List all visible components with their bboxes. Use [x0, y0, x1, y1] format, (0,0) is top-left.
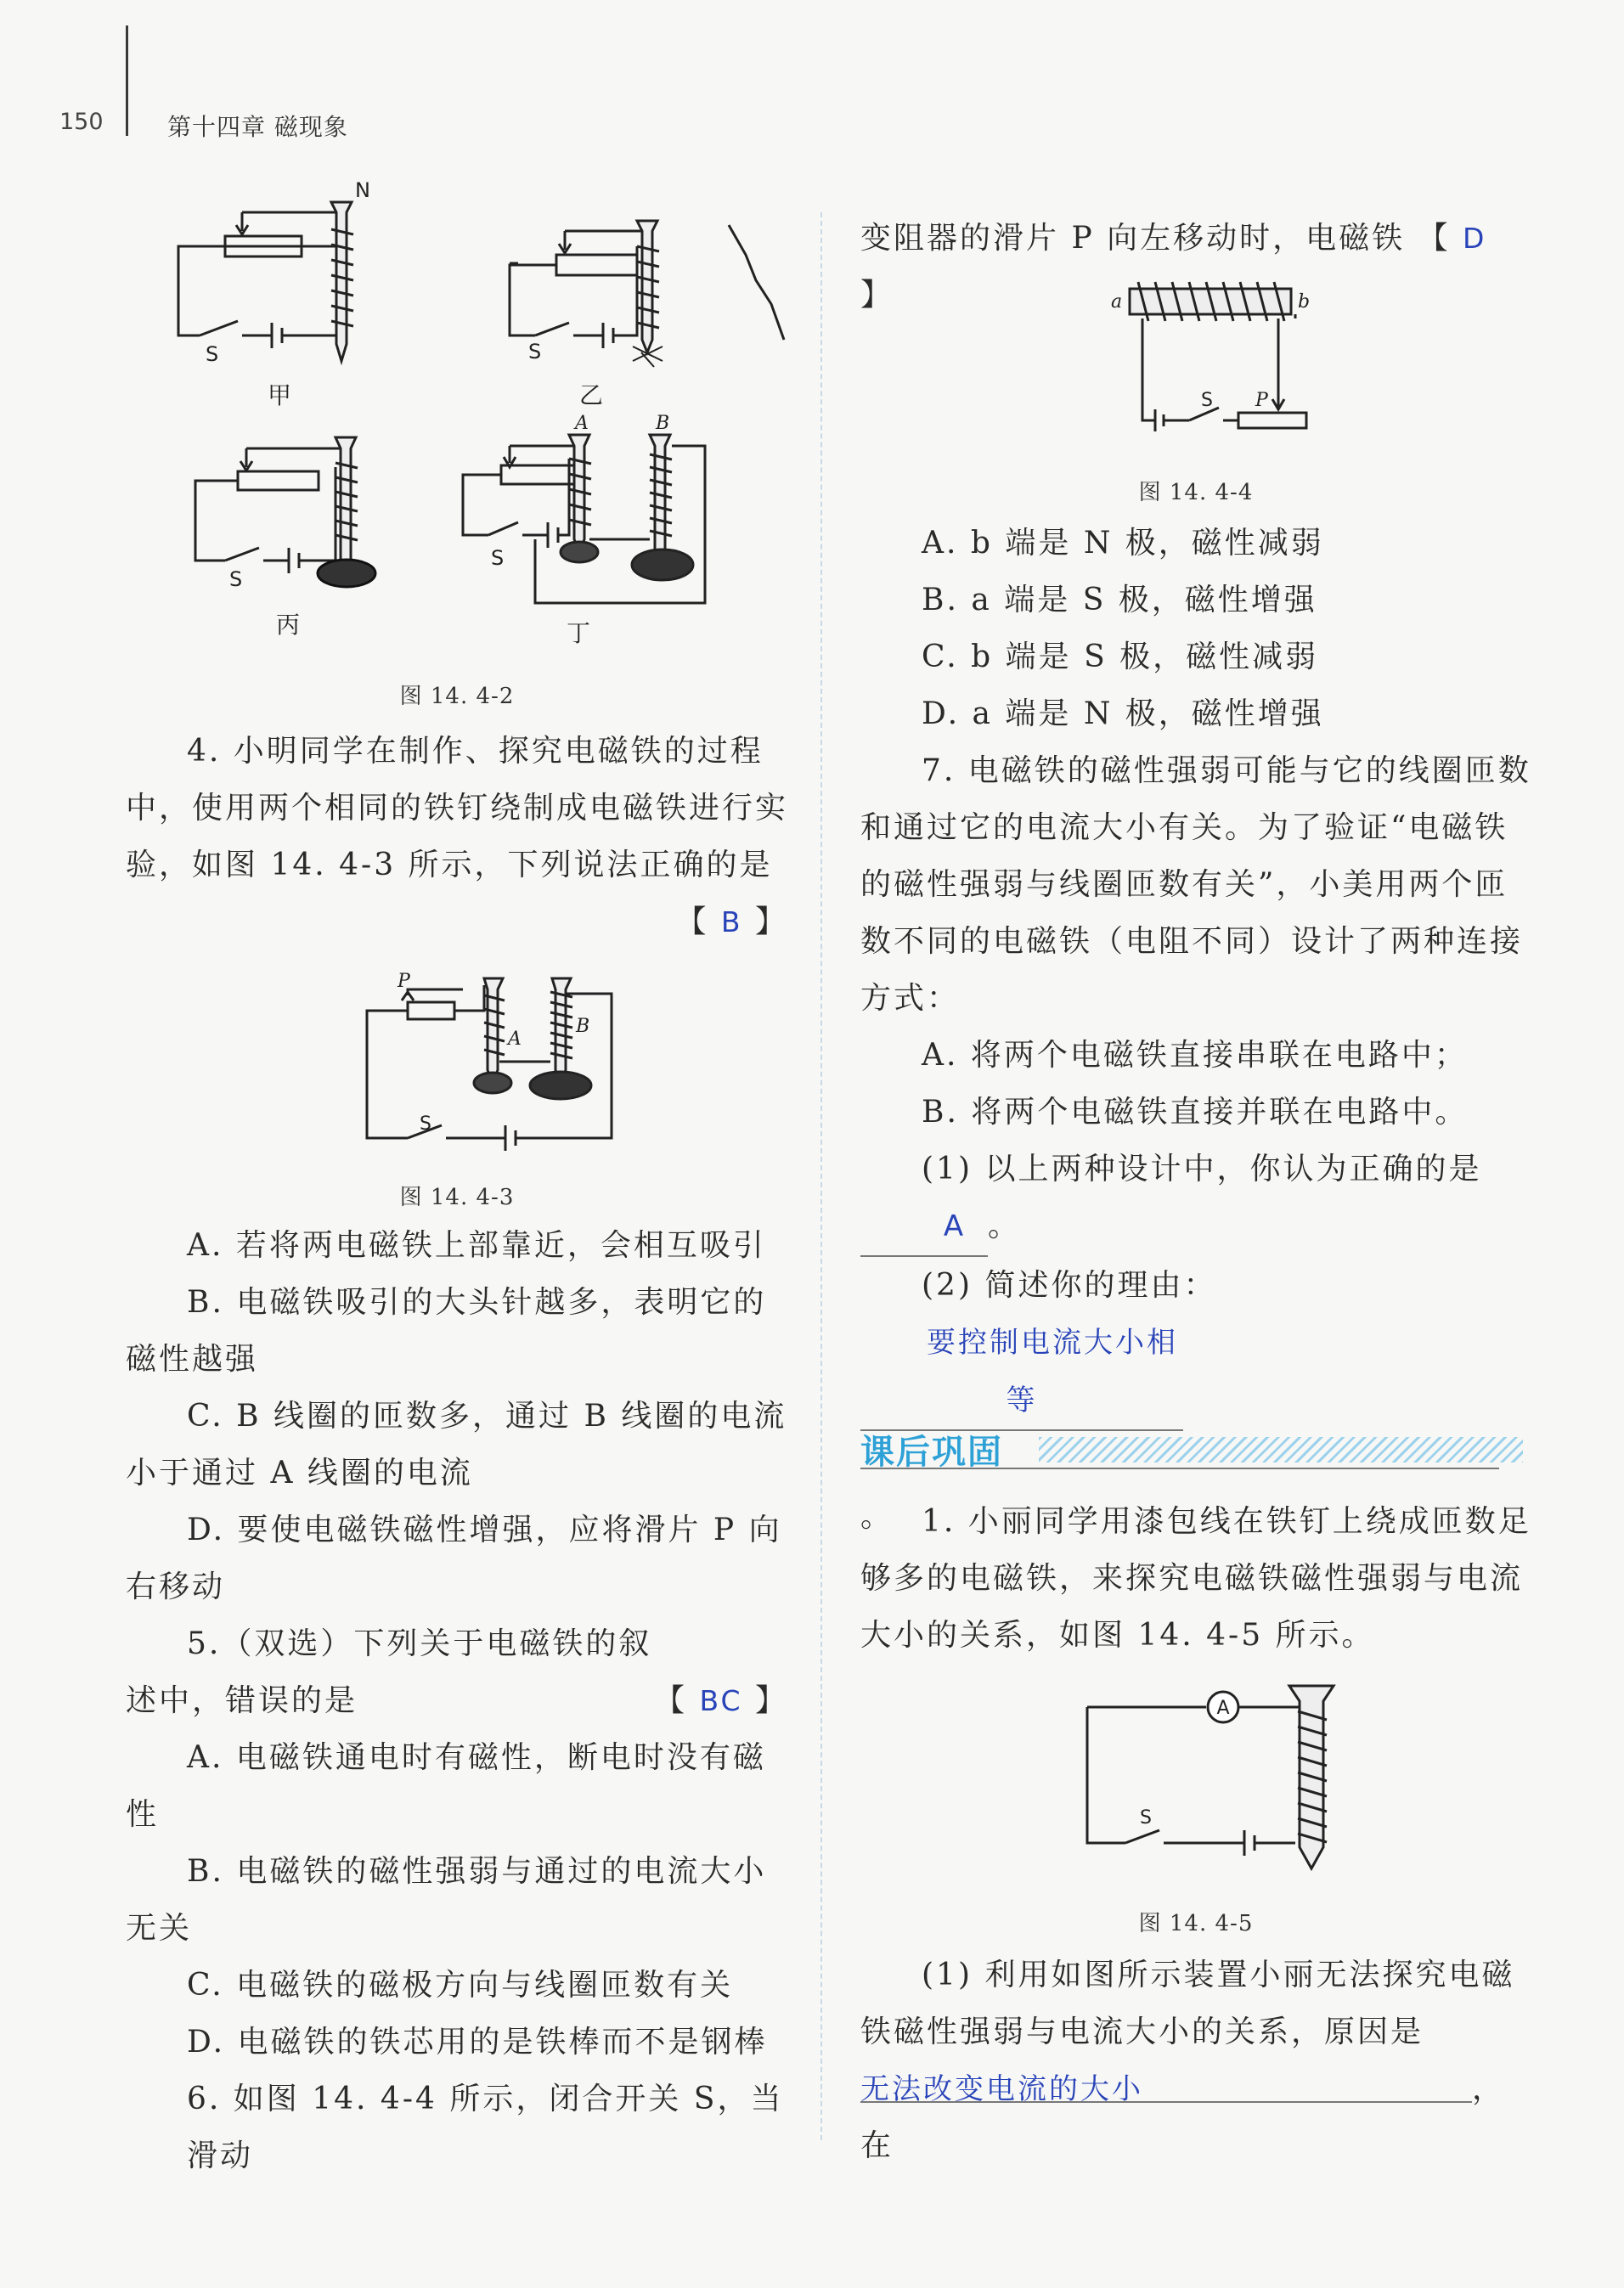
q6-answer: D — [1463, 222, 1487, 255]
q5-option-c: C. 电磁铁的磁极方向与线圈匝数有关 — [187, 1968, 734, 2003]
header-rule — [126, 25, 128, 136]
q7-sub1-period: 。 — [988, 1209, 1022, 1243]
fig5-ammeter-label: A — [1216, 1698, 1230, 1719]
q7-sub2-blank[interactable] — [860, 1314, 1183, 1431]
figure-14-4-4 — [1104, 272, 1334, 450]
q5-option-b: B. 电磁铁的磁性强弱与通过的电流大小无关 — [126, 1854, 767, 1946]
fig4-label-P: P — [1255, 390, 1268, 411]
q6-option-d: D. a 端是 N 极，磁性增强 — [922, 696, 1324, 731]
chapter-title: 第十四章 磁现象 — [167, 113, 348, 141]
q5-option-d: D. 电磁铁的铁芯用的是铁棒而不是钢棒 — [187, 2025, 768, 2060]
figure-14-4-3 — [357, 968, 629, 1155]
label-A-ding: A — [575, 413, 589, 434]
question-5 — [126, 1615, 788, 2184]
figure-14-4-2 — [161, 178, 807, 671]
q4-option-b: B. 电磁铁吸引的大头针越多，表明它的磁性越强 — [126, 1285, 767, 1377]
q7-sub2-text: (2) 简述你的理由： — [922, 1268, 1217, 1303]
fig5-label-S: S — [1140, 1807, 1152, 1829]
q5-answer: BC — [699, 1684, 743, 1717]
figure-14-4-5 — [1079, 1677, 1376, 1881]
section-title: 课后巩固 — [860, 1433, 1003, 1472]
label-S-bing: S — [229, 567, 243, 591]
fig3-label-B: B — [576, 1016, 590, 1037]
fig3-label-P: P — [398, 971, 410, 992]
q4-stem: 4. 小明同学在制作、探究电磁铁的过程中，使用两个相同的铁钉绕制成电磁铁进行实验，如图 14. 4-3 所示，下列说法正确的是 — [126, 734, 789, 882]
q4-answer: B — [720, 905, 743, 938]
fig4-label-a: a — [1111, 291, 1123, 313]
caption-14-4-4: 图 14. 4-4 — [1138, 480, 1254, 505]
label-ding: 丁 — [567, 619, 591, 647]
hw1-sub1-answer: 无法改变电流的大小 — [860, 2072, 1143, 2106]
q4-options — [126, 1217, 788, 1615]
q6-option-a: A. b 端是 N 极，磁性减弱 — [922, 526, 1324, 561]
q6-options — [860, 515, 1531, 742]
label-N: N — [355, 178, 370, 202]
q6-stem-part2: 变阻器的滑片 P 向左移动时，电磁铁 【 D 】 — [860, 221, 1487, 313]
q4-option-d: D. 要使电磁铁磁性增强，应将滑片 P 向右移动 — [126, 1513, 782, 1604]
q5-answer-bracket: 【 BC 】 — [653, 1683, 788, 1718]
section-header — [860, 1425, 1523, 1471]
homework-1 — [860, 1493, 1531, 1664]
fig4-label-S: S — [1201, 390, 1213, 411]
q5-stem: 5.（双选）下列关于电磁铁的叙述中，错误的是 — [126, 1626, 652, 1718]
circuit-bing — [195, 437, 375, 587]
q6-stem-text: 变阻器的滑片 P 向左移动时，电磁铁 — [860, 221, 1406, 256]
section-hatch — [1039, 1437, 1523, 1462]
column-divider — [820, 212, 822, 2140]
q4-option-a: A. 若将两电磁铁上部靠近，会相互吸引 — [187, 1228, 766, 1263]
caption-14-4-2: 图 14. 4-2 — [399, 684, 515, 709]
q4-answer-bracket: 【 B 】 — [675, 904, 788, 939]
hw1-sub1-line — [860, 2060, 1531, 2174]
q7-sub2-answer: 要控制电流大小相等 — [927, 1326, 1178, 1417]
fig4-label-b: b — [1298, 291, 1311, 313]
hw1-stem: 1. 小丽同学用漆包线在铁钉上绕成匝数足够多的电磁铁，来探究电磁铁磁性强弱与电流大小的关系，如图 14. 4-5 所示。 — [860, 1504, 1531, 1653]
label-bing: 丙 — [276, 611, 301, 639]
label-S-jia: S — [206, 342, 219, 366]
q7-design-b: B. 将两个电磁铁直接并联在电路中。 — [922, 1095, 1469, 1130]
hw1-sub1-text: (1) 利用如图所示装置小丽无法探究电磁铁磁性强弱与电流大小的关系，原因是 — [860, 1958, 1515, 2049]
hw1-sub1-tail: ，在 — [860, 2071, 1506, 2163]
circuit-jia — [178, 202, 353, 361]
q7-sub2-period: 。 — [860, 1499, 894, 1534]
q7-sub1-answer: A — [943, 1209, 967, 1243]
label-S-yi: S — [528, 340, 542, 363]
label-B-ding: B — [656, 413, 670, 434]
q6-option-b: B. a 端是 S 极，磁性增强 — [922, 583, 1317, 617]
caption-14-4-3: 图 14. 4-3 — [399, 1185, 515, 1210]
q7-design-a: A. 将两个电磁铁直接串联在电路中； — [922, 1038, 1468, 1073]
q7-stem: 7. 电磁铁的磁性强弱可能与它的线圈匝数和通过它的电流大小有关。为了验证“电磁铁的磁性强弱与线圈匝数有关”，小美用两个匝数不同的电磁铁（电阻不同）设计了两种连接方式： — [860, 753, 1531, 1016]
q5-option-a: A. 电磁铁通电时有磁性，断电时没有磁性 — [126, 1740, 766, 1832]
caption-14-4-5: 图 14. 4-5 — [1138, 1911, 1254, 1936]
q6-stem-part1: 6. 如图 14. 4-4 所示，闭合开关 S，当滑动 — [187, 2082, 784, 2173]
label-jia: 甲 — [268, 381, 292, 409]
label-S-ding: S — [491, 546, 505, 570]
q7-sub1-text: (1) 以上两种设计中，你认为正确的是 — [922, 1152, 1482, 1186]
stray-mark — [729, 225, 784, 340]
q6-option-c: C. b 端是 S 极，磁性减弱 — [922, 640, 1319, 674]
q4-option-c: C. B 线圈的匝数多，通过 B 线圈的电流小于通过 A 线圈的电流 — [126, 1399, 787, 1491]
fig3-label-A: A — [508, 1028, 522, 1050]
page-number: 150 — [59, 109, 104, 135]
label-yi: 乙 — [579, 381, 604, 409]
hw1-sub1-blank[interactable] — [860, 2060, 1472, 2106]
question-4 — [126, 723, 788, 950]
circuit-ding — [463, 435, 705, 603]
q7-sub1-blank[interactable] — [860, 1198, 988, 1257]
fig3-label-S: S — [420, 1113, 431, 1135]
q7-sub1 — [860, 1141, 1531, 1257]
q7-sub2 — [860, 1257, 1531, 1431]
hw1-sub1 — [860, 1947, 1531, 2174]
